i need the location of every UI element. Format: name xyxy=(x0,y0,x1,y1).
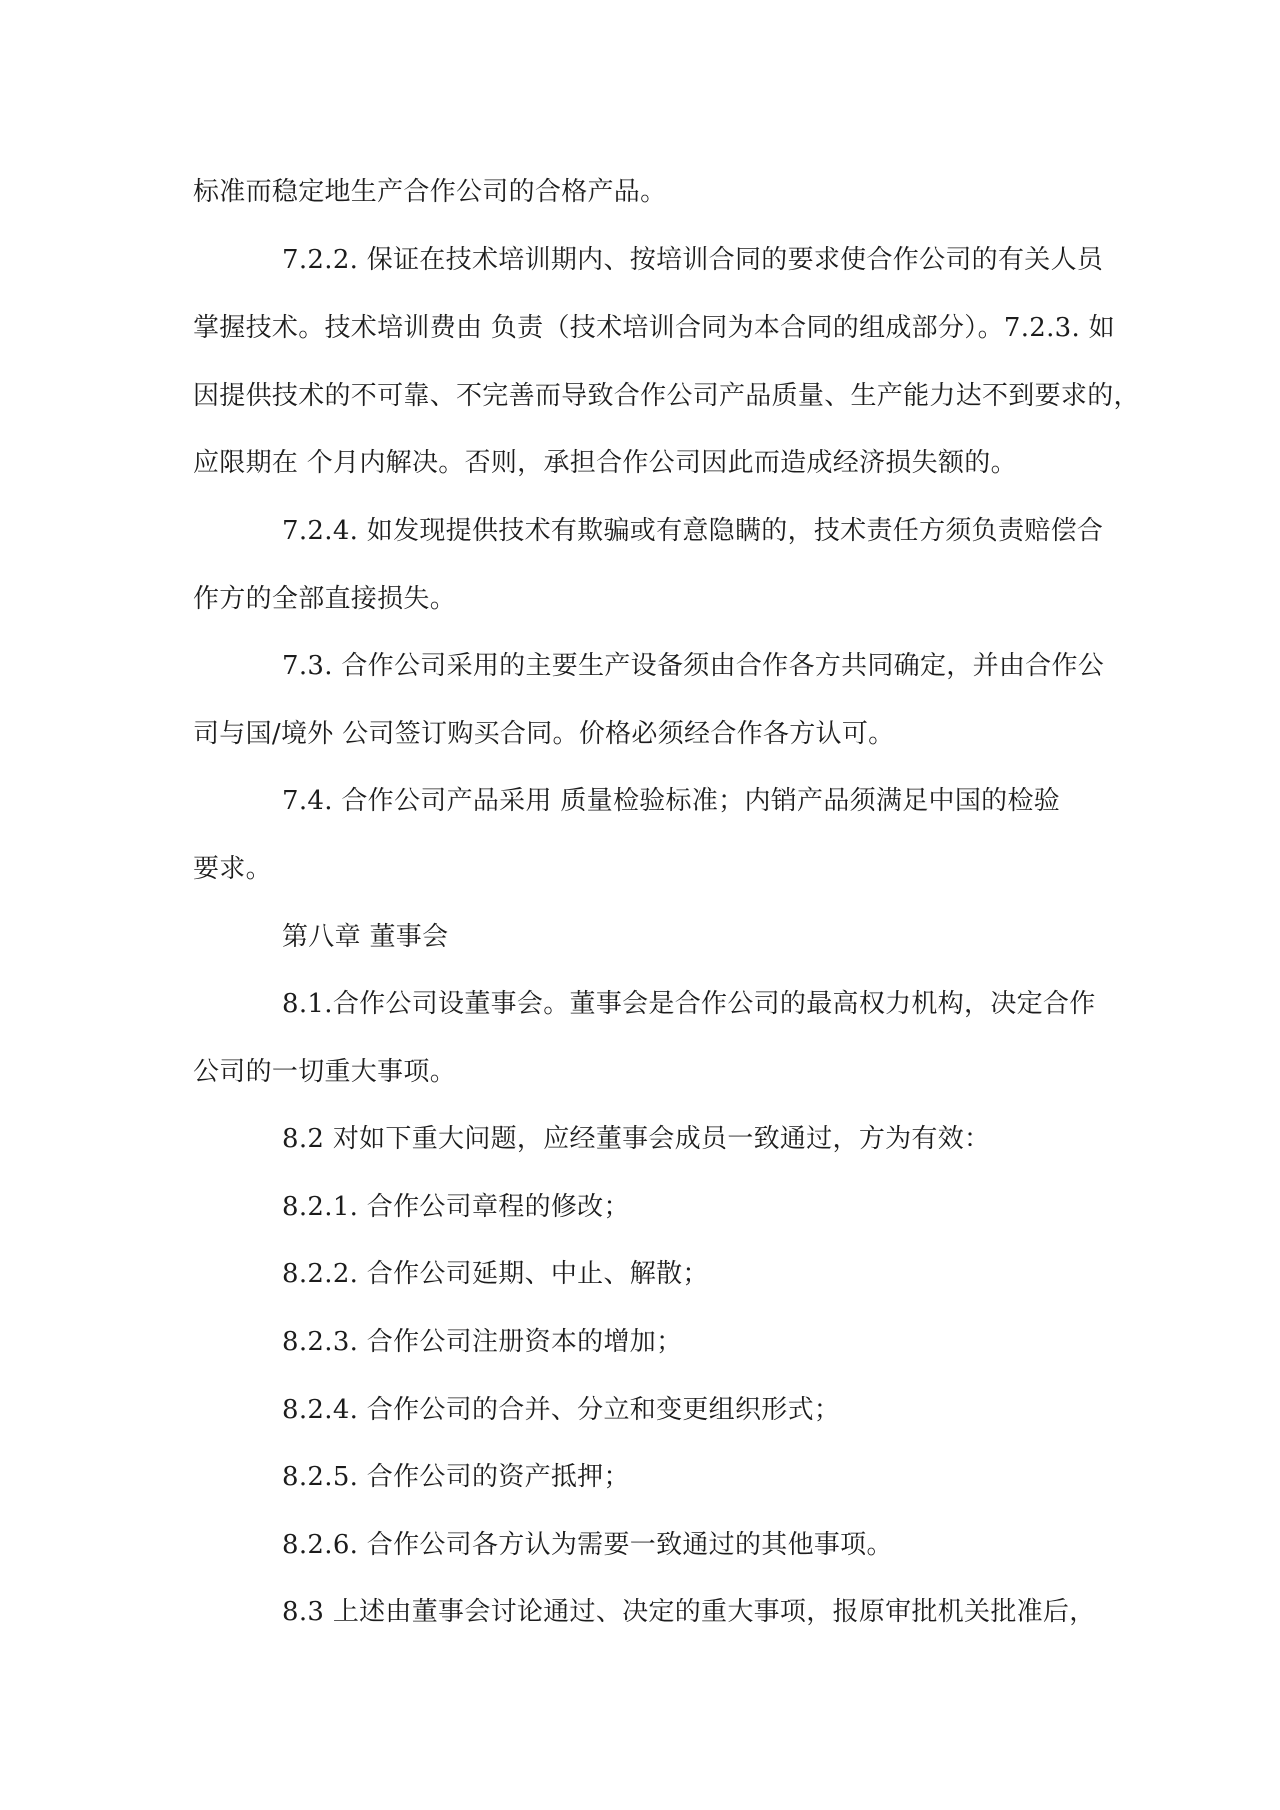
clause-7-2-2-line-2: 掌握技术。技术培训费由 负责（技术培训合同为本合同的组成部分）。7.2.3. 如 xyxy=(193,313,1115,343)
clause-8-2-4: 8.2.4. 合作公司的合并、分立和变更组织形式； xyxy=(282,1395,841,1425)
clause-8-1-line-2: 公司的一切重大事项。 xyxy=(193,1057,457,1087)
clause-8-2-6: 8.2.6. 合作公司各方认为需要一致通过的其他事项。 xyxy=(282,1530,893,1560)
clause-8-1-line-1: 8.1.合作公司设董事会。董事会是合作公司的最高权力机构，决定合作 xyxy=(282,989,1096,1019)
clause-7-2-4-line-2: 作方的全部直接损失。 xyxy=(193,584,457,614)
clause-7-3-line-2: 司与国/境外 公司签订购买合同。价格必须经合作各方认可。 xyxy=(193,719,895,749)
clause-8-2: 8.2 对如下重大问题，应经董事会成员一致通过，方为有效： xyxy=(282,1124,991,1154)
clause-7-2-3-line-1: 因提供技术的不可靠、不完善而导致合作公司产品质量、生产能力达不到要求的， xyxy=(193,381,1140,411)
clause-8-2-5: 8.2.5. 合作公司的资产抵押； xyxy=(282,1462,630,1492)
clause-7-2-4-line-1: 7.2.4. 如发现提供技术有欺骗或有意隐瞒的，技术责任方须负责赔偿合 xyxy=(282,516,1104,546)
clause-8-3-line-1: 8.3 上述由董事会讨论通过、决定的重大事项，报原审批机关批准后， xyxy=(282,1597,1096,1627)
clause-8-2-3: 8.2.3. 合作公司注册资本的增加； xyxy=(282,1327,683,1357)
chapter-heading: 第八章 董事会 xyxy=(282,922,449,952)
clause-7-3-line-1: 7.3. 合作公司采用的主要生产设备须由合作各方共同确定，并由合作公 xyxy=(282,651,1105,681)
clause-7-4-line-2: 要求。 xyxy=(193,854,272,884)
clause-8-2-1: 8.2.1. 合作公司章程的修改； xyxy=(282,1192,630,1222)
clause-8-2-2: 8.2.2. 合作公司延期、中止、解散； xyxy=(282,1259,709,1289)
clause-7-4-line-1: 7.4. 合作公司产品采用 质量检验标准；内销产品须满足中国的检验 xyxy=(282,786,1061,816)
paragraph-line: 标准而稳定地生产合作公司的合格产品。 xyxy=(193,177,667,207)
clause-7-2-3-line-2: 应限期在 个月内解决。否则，承担合作公司因此而造成经济损失额的。 xyxy=(193,448,1017,478)
clause-7-2-2-line-1: 7.2.2. 保证在技术培训期内、按培训合同的要求使合作公司的有关人员 xyxy=(282,245,1104,275)
